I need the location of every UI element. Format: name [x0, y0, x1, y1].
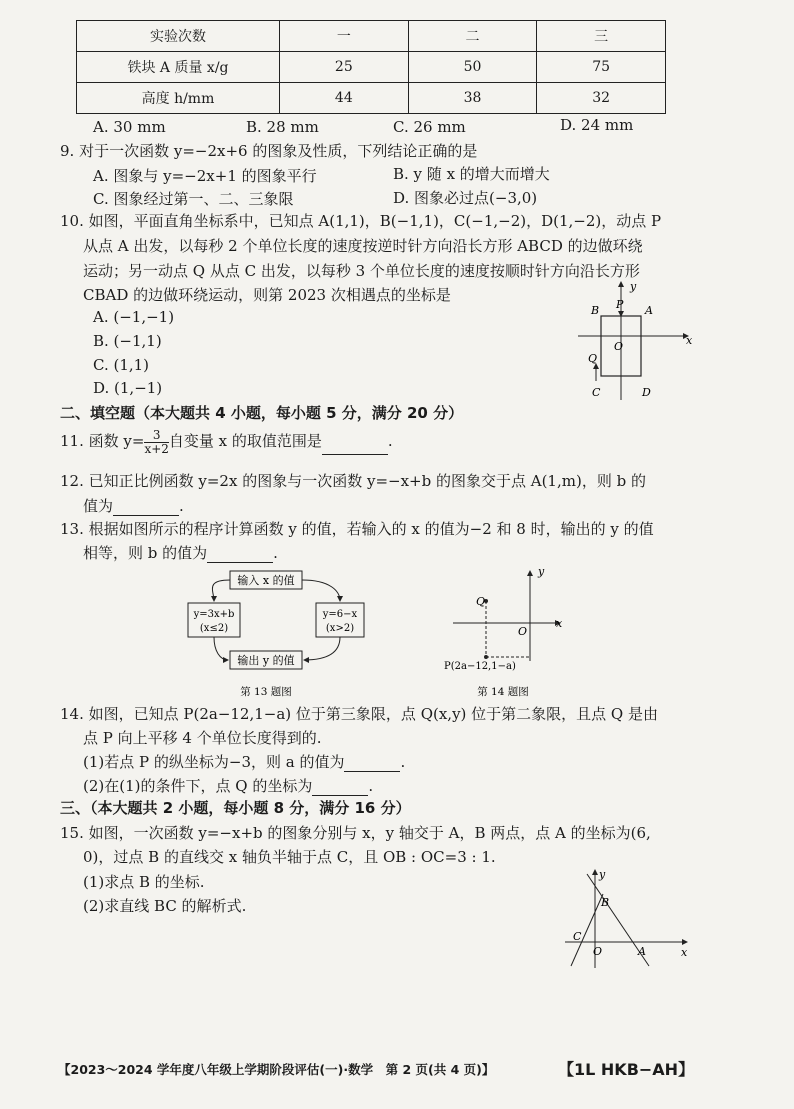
q9-stem: 9. 对于一次函数 y=−2x+6 的图象及性质，下列结论正确的是 [60, 142, 478, 160]
label-x: x [686, 334, 693, 347]
q13-flowchart [180, 565, 370, 700]
table-cell: 50 [408, 52, 537, 83]
label-b: B [591, 304, 600, 317]
label-d: D [642, 386, 651, 399]
q13-pre: 相等，则 b 的值为 [83, 544, 208, 562]
flow-arrow [214, 637, 228, 660]
q15-line-2: 0)，过点 B 的直线交 x 轴负半轴于点 C，且 OB : OC=3 : 1. [83, 848, 496, 866]
q11-end: . [387, 432, 393, 450]
label-q: Q [476, 595, 486, 608]
label-a: A [645, 304, 653, 317]
label-p: P [616, 298, 624, 311]
label-o: O [518, 625, 528, 638]
label-o: O [614, 340, 624, 353]
q14-sub-1 [83, 751, 405, 772]
q14-sub-1-end: . [400, 753, 406, 771]
label-a: A [638, 945, 646, 958]
q11-fraction [144, 429, 168, 456]
q12-line-1: 12. 已知正比例函数 y=2x 的图象与一次函数 y=−x+b 的图象交于点 A(1,m)，则 b 的 [60, 472, 646, 490]
q14-sub-2-text: (2)在(1)的条件下，点 Q 的坐标为 [83, 777, 313, 795]
label-b: B [601, 896, 610, 909]
q15-figure [563, 866, 691, 970]
left-branch-condition: (x≤2) [199, 623, 229, 634]
label-o: O [593, 945, 603, 958]
q14-sub-1-blank[interactable] [344, 753, 400, 772]
q9-option-c: C. 图象经过第一、二、三象限 [93, 190, 294, 208]
left-branch-formula: y=3x+b [193, 609, 235, 620]
q9-option-a: A. 图象与 y=−2x+1 的图象平行 [93, 167, 317, 185]
q8-option-d: D. 24 mm [560, 116, 634, 134]
input-label: 输入 x 的值 [237, 574, 295, 587]
q10-option-b: B. (−1,1) [93, 332, 162, 350]
table-row [77, 21, 666, 52]
q10-line-4: CBAD 的边做环绕运动，则第 2023 次相遇点的坐标是 [83, 286, 451, 304]
q14-caption: 第 14 题图 [477, 686, 529, 698]
right-branch-condition: (x>2) [325, 623, 355, 634]
label-x: x [556, 617, 563, 630]
q10-line-1: 10. 如图，平面直角坐标系中，已知点 A(1,1)，B(−1,1)，C(−1,−2)，D(1,−2)，动点 P [60, 212, 662, 230]
q14-sub-2-end: . [368, 777, 374, 795]
table-row [77, 83, 666, 114]
q14-sub-1-text: (1)若点 P 的纵坐标为−3，则 a 的值为 [83, 753, 345, 771]
table-cell: 二 [408, 21, 537, 52]
table-cell: 铁块 A 质量 x/g [77, 52, 280, 83]
q11-answer-blank[interactable] [322, 428, 388, 455]
label-c: C [592, 386, 601, 399]
label-y: y [538, 565, 545, 578]
label-y: y [630, 280, 637, 293]
label-c: C [573, 930, 582, 943]
q12-end: . [179, 497, 184, 515]
q10-figure [578, 278, 698, 408]
q11-numerator: 3 [144, 429, 168, 443]
q8-option-b: B. 28 mm [246, 118, 319, 136]
q10-option-d: D. (1,−1) [93, 379, 163, 397]
q11 [60, 428, 393, 456]
table-cell: 25 [280, 52, 409, 83]
flow-arrow [212, 580, 230, 601]
q9-option-d: D. 图象必过点(−3,0) [393, 189, 538, 207]
q8-option-a: A. 30 mm [93, 118, 166, 136]
q12-answer-blank[interactable] [113, 497, 179, 516]
q14-figure [438, 565, 568, 700]
right-branch-formula: y=6−x [322, 609, 358, 620]
q13-answer-blank[interactable] [207, 544, 273, 563]
table-row [77, 52, 666, 83]
table-cell: 一 [280, 21, 409, 52]
q15-line-1: 15. 如图，一次函数 y=−x+b 的图象分别与 x，y 轴交于 A，B 两点，点 A 的坐标为(6, [60, 824, 651, 842]
q13-caption: 第 13 题图 [240, 686, 292, 698]
table-cell: 实验次数 [77, 21, 280, 52]
q11-denominator: x+2 [144, 441, 169, 456]
page-footer: 【2023～2024 学年度八年级上学期阶段评估(一)·数学 第 2 页(共 4 页)】 [58, 1062, 495, 1077]
q13-end: . [273, 544, 278, 562]
table-cell: 三 [537, 21, 666, 52]
table-cell: 44 [280, 83, 409, 114]
q15-sub-1: (1)求点 B 的坐标. [83, 873, 205, 891]
label-p: P(2a−12,1−a) [444, 661, 516, 672]
q12-pre: 值为 [83, 497, 114, 515]
section-3-heading: 三、（本大题共 2 小题，每小题 8 分，满分 16 分） [60, 799, 411, 817]
q10-option-a: A. (−1,−1) [93, 308, 175, 326]
paper-code: 【1L HKB−AH】 [558, 1060, 695, 1079]
q10-line-3: 运动；另一动点 Q 从点 C 出发，以每秒 3 个单位长度的速度按顺时针方向沿长方形 [83, 262, 640, 280]
q10-line-2: 从点 A 出发，以每秒 2 个单位长度的速度按逆时针方向沿长方形 ABCD 的边做环绕 [83, 237, 643, 255]
q14-line-2: 点 P 向上平移 4 个单位长度得到的. [83, 729, 322, 747]
flow-arrow [304, 637, 340, 660]
q14-sub-2 [83, 775, 373, 796]
output-label: 输出 y 的值 [237, 654, 295, 667]
table-cell: 75 [537, 52, 666, 83]
q12-line-2 [83, 495, 184, 516]
q13-line-1: 13. 根据如图所示的程序计算函数 y 的值，若输入的 x 的值为−2 和 8 时，输出的 y 的值 [60, 520, 654, 538]
q10-option-c: C. (1,1) [93, 356, 150, 374]
q14-sub-2-blank[interactable] [312, 777, 368, 796]
q14-line-1: 14. 如图，已知点 P(2a−12,1−a) 位于第三象限，点 Q(x,y) 位于第二象限，且点 Q 是由 [60, 705, 658, 723]
table-cell: 高度 h/mm [77, 83, 280, 114]
q15-sub-2: (2)求直线 BC 的解析式. [83, 897, 247, 915]
label-x: x [681, 946, 688, 959]
q8-option-c: C. 26 mm [393, 118, 466, 136]
q13-line-2 [83, 542, 278, 563]
point-p [484, 655, 488, 659]
table-cell: 38 [408, 83, 537, 114]
experiment-table [76, 20, 666, 114]
q9-option-b: B. y 随 x 的增大而增大 [393, 165, 550, 183]
section-2-heading: 二、填空题（本大题共 4 小题，每小题 5 分，满分 20 分） [60, 404, 464, 422]
table-cell: 32 [537, 83, 666, 114]
label-q: Q [588, 352, 598, 365]
flow-arrow [302, 580, 340, 601]
label-y: y [599, 868, 606, 881]
q11-post: 自变量 x 的取值范围是 [168, 432, 322, 450]
q11-pre: 11. 函数 y= [60, 432, 145, 450]
